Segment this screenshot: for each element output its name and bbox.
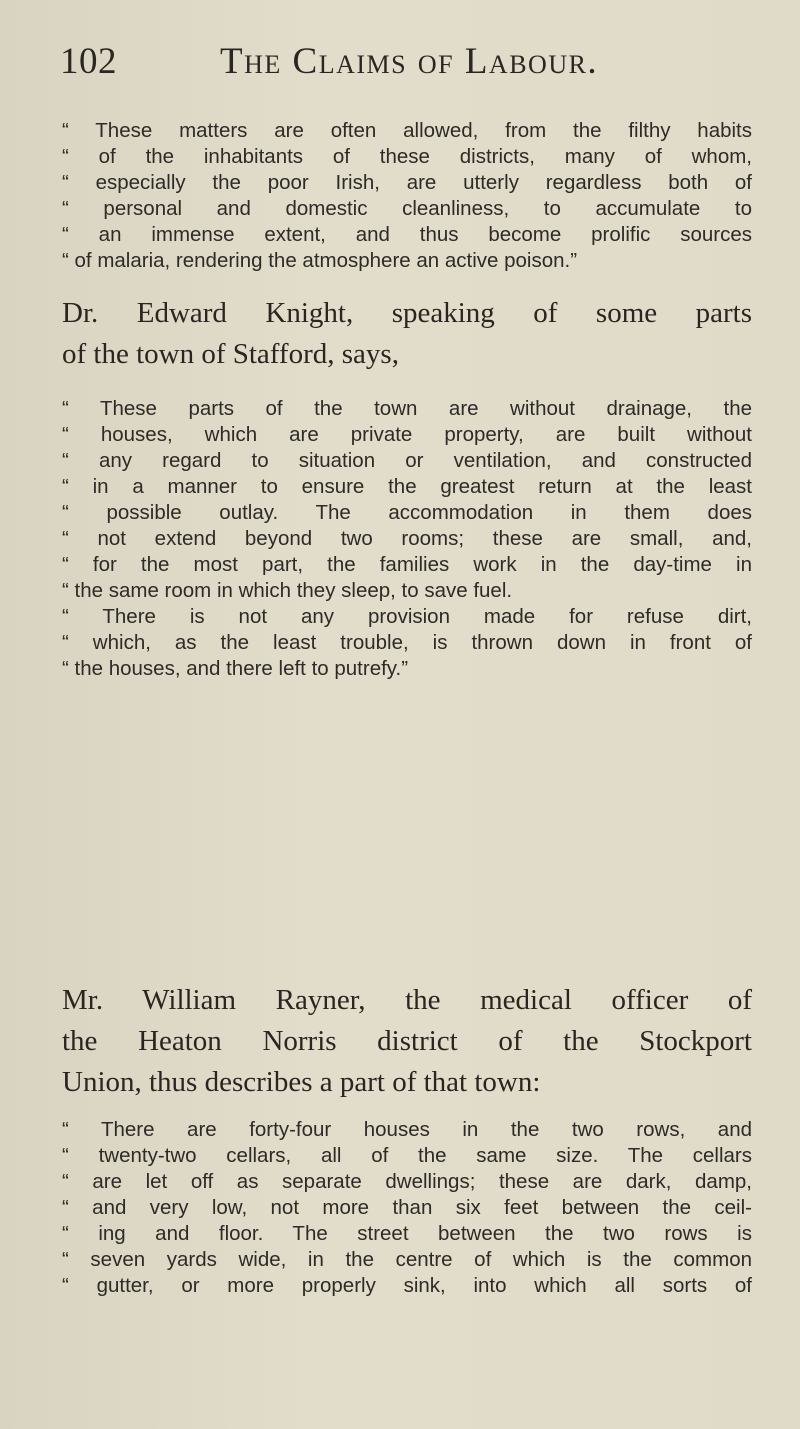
quote-line: “ These parts of the town are without drainage, the — [62, 397, 752, 420]
running-title: The Claims of Labour. — [220, 41, 599, 82]
quote-line: “ any regard to situation or ventilation, and constructed — [62, 449, 752, 472]
page-header — [60, 40, 760, 90]
intro-paragraph-1 — [62, 293, 752, 375]
quote-line: “ not extend beyond two rooms; these are small, and, — [62, 527, 752, 550]
quote-line: “ seven yards wide, in the centre of which is the common — [62, 1248, 752, 1271]
quote-line: “ possible outlay. The accommodation in them does — [62, 501, 752, 524]
intro-line: Union, thus describes a part of that town: — [62, 1066, 541, 1098]
quote-line: “ There is not any provision made for refuse dirt, — [62, 605, 752, 628]
quote-line: “ are let off as separate dwellings; these are dark, damp, — [62, 1170, 752, 1193]
quote-line: “ the same room in which they sleep, to save fuel. — [62, 579, 513, 602]
intro-paragraph-2 — [62, 980, 752, 1103]
quote-block-2 — [62, 396, 752, 682]
quote-line: “ twenty-two cellars, all of the same size. The cellars — [62, 1144, 752, 1167]
quote-line: “ These matters are often allowed, from the filthy habits — [62, 119, 752, 142]
quote-line: “ houses, which are private property, are built without — [62, 423, 752, 446]
intro-line: Mr. William Rayner, the medical officer of — [62, 984, 752, 1016]
quote-line: “ an immense extent, and thus become prolific sources — [62, 223, 752, 246]
intro-line: Dr. Edward Knight, speaking of some parts — [62, 297, 752, 329]
quote-line: “ of the inhabitants of these districts, many of whom, — [62, 145, 752, 168]
intro-line: the Heaton Norris district of the Stockport — [62, 1025, 752, 1057]
quote-block-3 — [62, 1117, 752, 1299]
quote-line: “ which, as the least trouble, is thrown down in front of — [62, 631, 752, 654]
quote-line: “ the houses, and there left to putrefy.” — [62, 657, 409, 680]
intro-line: of the town of Stafford, says, — [62, 338, 399, 370]
page-number: 102 — [60, 41, 117, 82]
quote-line: “ There are forty-four houses in the two rows, and — [62, 1118, 752, 1141]
quote-line: “ ing and floor. The street between the two rows is — [62, 1222, 752, 1245]
quote-line: “ and very low, not more than six feet between the ceil- — [62, 1196, 752, 1219]
quote-line: “ of malaria, rendering the atmosphere an active poison.” — [62, 249, 578, 272]
quote-line: “ especially the poor Irish, are utterly regardless both of — [62, 171, 752, 194]
quote-line: “ for the most part, the families work in the day-time in — [62, 553, 752, 576]
quote-block-1 — [62, 118, 752, 274]
quote-line: “ gutter, or more properly sink, into which all sorts of — [62, 1274, 752, 1297]
quote-line: “ personal and domestic cleanliness, to accumulate to — [62, 197, 752, 220]
quote-line: “ in a manner to ensure the greatest return at the least — [62, 475, 752, 498]
